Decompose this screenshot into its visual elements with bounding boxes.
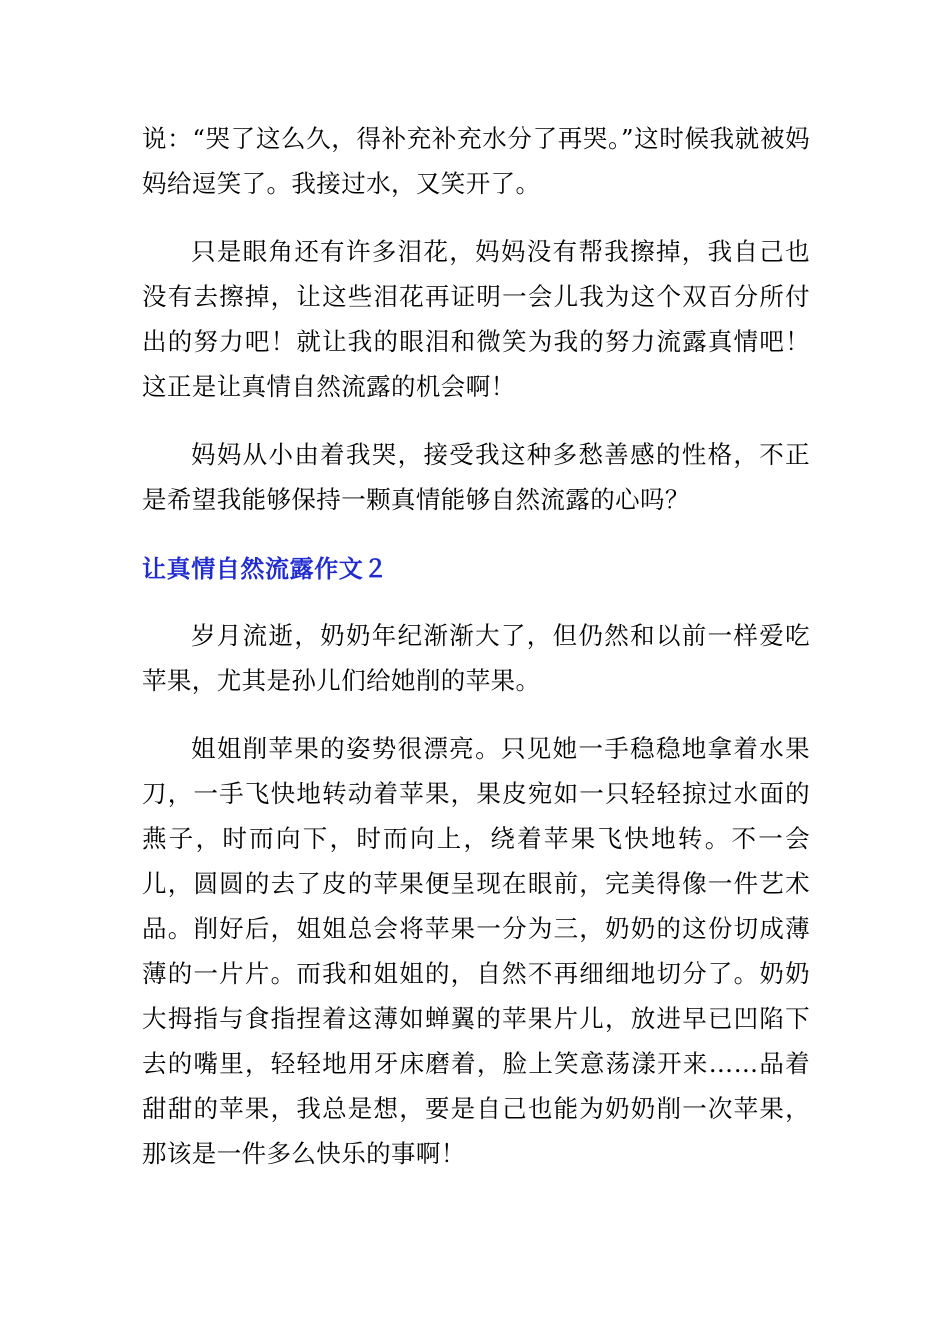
paragraph-mother: 妈妈从小由着我哭，接受我这种多愁善感的性格，不正是希望我能够保持一颗真情能够自然流露的心吗？ — [142, 440, 810, 514]
paragraph-gap — [142, 206, 810, 229]
document-body — [142, 116, 810, 1176]
paragraph-grandma: 岁月流逝，奶奶年纪渐渐大了，但仍然和以前一样爱吃苹果，尤其是孙儿们给她削的苹果。 — [142, 621, 810, 695]
paragraph-apple-peeling: 姐姐削苹果的姿势很漂亮。只见她一手稳稳地拿着水果刀，一手飞快地转动着苹果，果皮宛如一只轻轻掠过水面的燕子，时而向下，时而向上，绕着苹果飞快地转。不一会儿，圆圆的去了皮的苹果便呈现在眼前，完美得像一件艺术品。削好后，姐姐总会将苹果一分为三，奶奶的这份切成薄薄的一片片。而我和姐姐的，自然不再细细地切分了。奶奶大拇指与食指捏着这薄如蝉翼的苹果片儿，放进早已凹陷下去的嘴里，轻轻地用牙床磨着，脸上笑意荡漾开来……品着甜甜的苹果，我总是想，要是自己也能为奶奶削一次苹果，那该是一件多么快乐的事啊！ — [142, 734, 810, 1168]
paragraph-continuation: 说：“哭了这么久，得补充补充水分了再哭。”这时候我就被妈妈给逗笑了。我接过水，又笑开了。 — [142, 124, 810, 198]
paragraph-gap — [142, 592, 810, 613]
paragraph-tears: 只是眼角还有许多泪花，妈妈没有帮我擦掉，我自己也没有去擦掉，让这些泪花再证明一会儿我为这个双百分所付出的努力吧！就让我的眼泪和微笑为我的努力流露真情吧！这正是让真情自然流露的机会啊！ — [142, 237, 810, 401]
paragraph-gap — [142, 522, 810, 545]
paragraph-gap — [142, 703, 810, 726]
paragraph-gap — [142, 409, 810, 432]
section-heading: 让真情自然流露作文２ — [142, 555, 388, 583]
